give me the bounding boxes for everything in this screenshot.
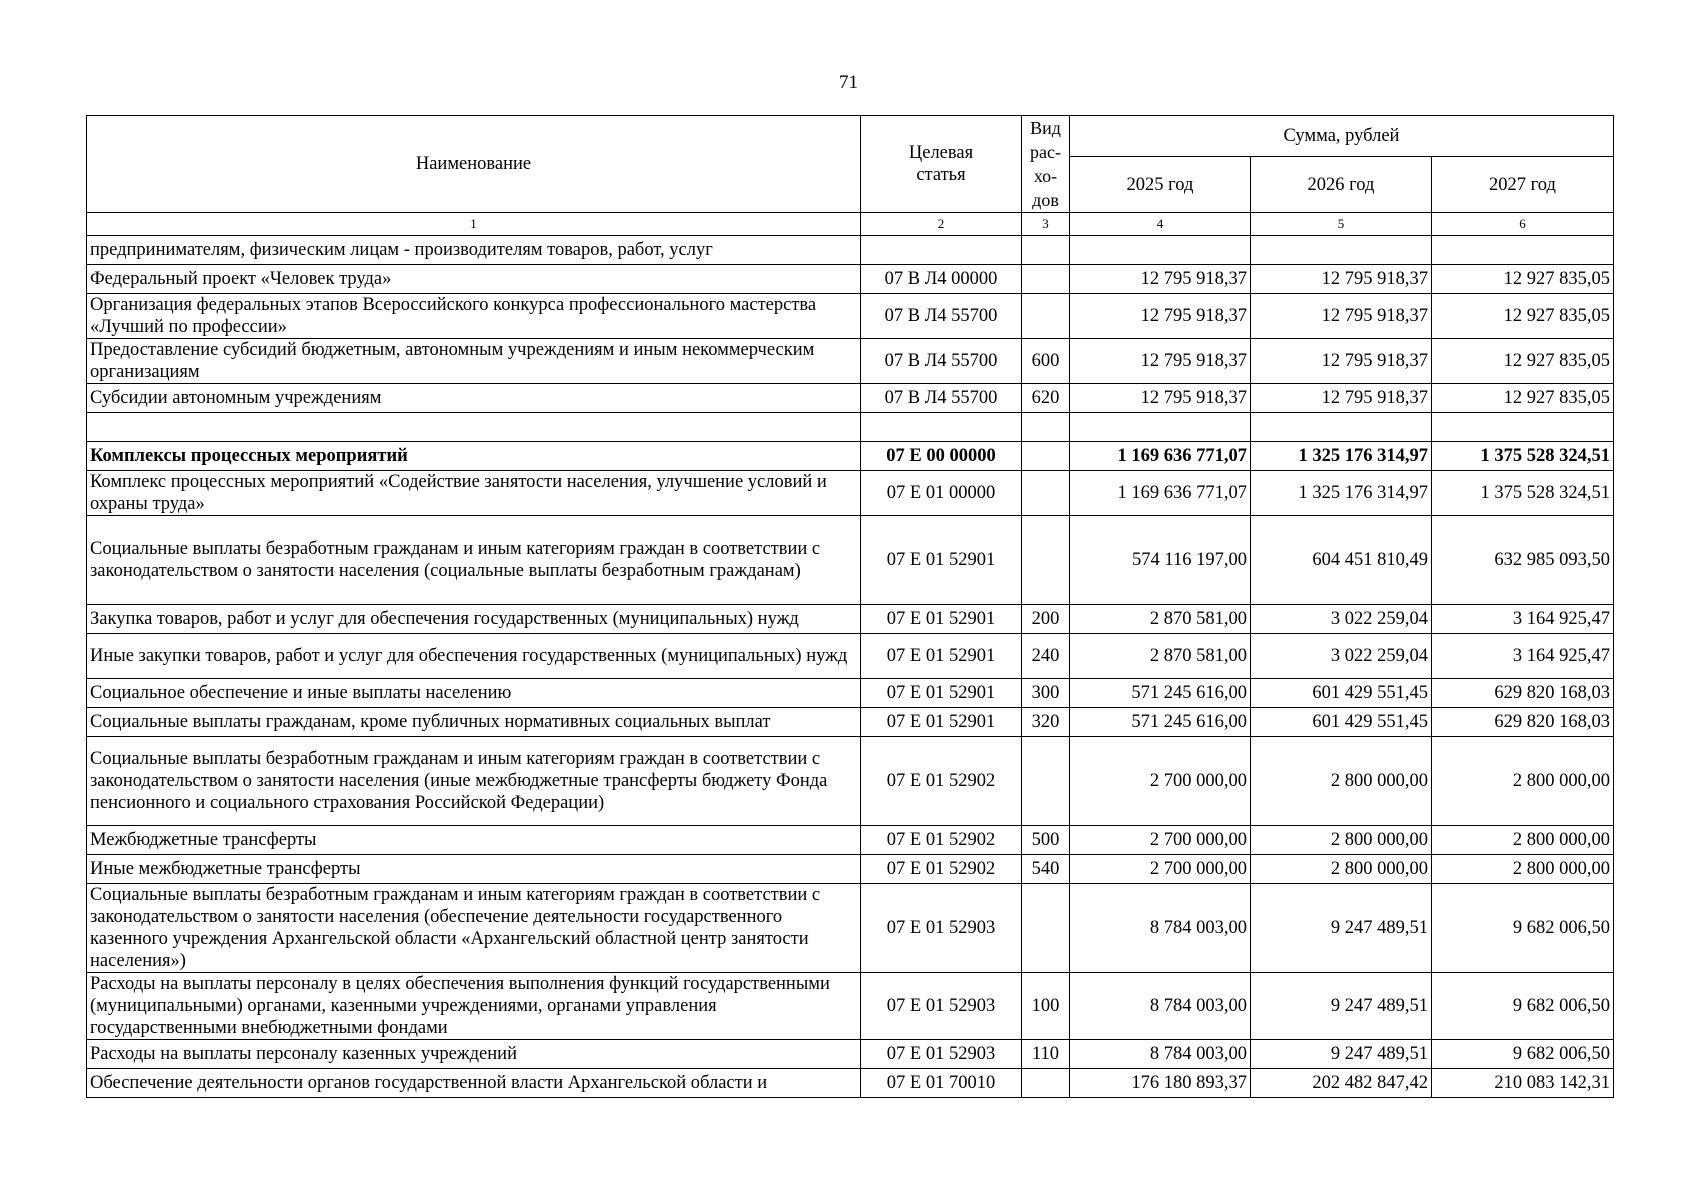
row-amount-2026: 604 451 810,49: [1251, 516, 1432, 605]
row-amount-2027: 210 083 142,31: [1432, 1069, 1614, 1098]
table-row: [87, 294, 1614, 339]
row-name: предпринимателям, физическим лицам - производителям товаров, работ, услуг: [87, 236, 861, 265]
table-row: [87, 884, 1614, 973]
row-amount-2027: 2 800 000,00: [1432, 737, 1614, 826]
row-name: Социальные выплаты гражданам, кроме публичных нормативных социальных выплат: [87, 708, 861, 737]
row-amount-2025: [1070, 413, 1251, 442]
row-amount-2026: 12 795 918,37: [1251, 294, 1432, 339]
row-amount-2025: 1 169 636 771,07: [1070, 471, 1251, 516]
row-name: Социальные выплаты безработным гражданам и иным категориям граждан в соответствии с законодательством о занятости населения (социальные выплаты безработным гражданам): [87, 516, 861, 605]
row-target-code: 07 В Л4 55700: [861, 384, 1022, 413]
row-target-code: 07 Е 01 52903: [861, 884, 1022, 973]
table-row: [87, 737, 1614, 826]
col-number-2: 2: [861, 213, 1022, 236]
row-name: Межбюджетные трансферты: [87, 826, 861, 855]
row-amount-2026: [1251, 236, 1432, 265]
row-amount-2025: 8 784 003,00: [1070, 973, 1251, 1040]
row-expense-kind: 200: [1022, 605, 1070, 634]
col-number-5: 5: [1251, 213, 1432, 236]
row-target-code: 07 Е 01 52901: [861, 679, 1022, 708]
row-amount-2026: 3 022 259,04: [1251, 634, 1432, 679]
row-amount-2027: 12 927 835,05: [1432, 339, 1614, 384]
header-kind-line-2: рас-: [1030, 142, 1061, 162]
row-name: Социальное обеспечение и иные выплаты населению: [87, 679, 861, 708]
row-target-code: 07 Е 01 52901: [861, 605, 1022, 634]
row-target-code: 07 Е 01 52902: [861, 826, 1022, 855]
header-kind: [1022, 116, 1070, 213]
row-name: Иные межбюджетные трансферты: [87, 855, 861, 884]
row-name: Комплекс процессных мероприятий «Содействие занятости населения, улучшение условий и охраны труда»: [87, 471, 861, 516]
row-amount-2027: 12 927 835,05: [1432, 294, 1614, 339]
row-amount-2025: 2 700 000,00: [1070, 855, 1251, 884]
row-amount-2026: 12 795 918,37: [1251, 384, 1432, 413]
row-amount-2027: 9 682 006,50: [1432, 1040, 1614, 1069]
row-target-code: 07 Е 00 00000: [861, 442, 1022, 471]
row-target-code: 07 Е 01 52901: [861, 634, 1022, 679]
row-target-code: 07 Е 01 70010: [861, 1069, 1022, 1098]
row-amount-2027: 1 375 528 324,51: [1432, 471, 1614, 516]
header-year-2027: 2027 год: [1432, 157, 1614, 213]
table-row: [87, 384, 1614, 413]
row-amount-2025: 571 245 616,00: [1070, 679, 1251, 708]
row-target-code: 07 Е 01 52901: [861, 708, 1022, 737]
row-amount-2025: 2 700 000,00: [1070, 826, 1251, 855]
table-body: [87, 236, 1614, 1098]
row-expense-kind: 300: [1022, 679, 1070, 708]
row-amount-2027: 12 927 835,05: [1432, 265, 1614, 294]
row-expense-kind: 100: [1022, 973, 1070, 1040]
row-expense-kind: [1022, 516, 1070, 605]
row-amount-2027: [1432, 236, 1614, 265]
row-amount-2026: 202 482 847,42: [1251, 1069, 1432, 1098]
row-amount-2025: [1070, 236, 1251, 265]
row-amount-2025: 574 116 197,00: [1070, 516, 1251, 605]
row-target-code: 07 В Л4 55700: [861, 294, 1022, 339]
row-amount-2026: 2 800 000,00: [1251, 855, 1432, 884]
row-amount-2025: 8 784 003,00: [1070, 884, 1251, 973]
page-number: 71: [839, 72, 858, 93]
row-amount-2025: 12 795 918,37: [1070, 384, 1251, 413]
col-number-6: 6: [1432, 213, 1614, 236]
row-amount-2025: 2 700 000,00: [1070, 737, 1251, 826]
table-row: [87, 236, 1614, 265]
row-amount-2027: [1432, 413, 1614, 442]
row-name: Комплексы процессных мероприятий: [87, 442, 861, 471]
row-amount-2026: 2 800 000,00: [1251, 826, 1432, 855]
row-target-code: [861, 236, 1022, 265]
row-name: [87, 413, 861, 442]
row-target-code: 07 Е 01 52902: [861, 855, 1022, 884]
row-expense-kind: 110: [1022, 1040, 1070, 1069]
row-amount-2025: 2 870 581,00: [1070, 605, 1251, 634]
row-amount-2027: 9 682 006,50: [1432, 884, 1614, 973]
row-name: Федеральный проект «Человек труда»: [87, 265, 861, 294]
table-row: [87, 265, 1614, 294]
row-amount-2025: 571 245 616,00: [1070, 708, 1251, 737]
row-amount-2025: 8 784 003,00: [1070, 1040, 1251, 1069]
row-expense-kind: [1022, 1069, 1070, 1098]
row-expense-kind: 600: [1022, 339, 1070, 384]
row-target-code: 07 В Л4 55700: [861, 339, 1022, 384]
table-row: [87, 826, 1614, 855]
header-kind-line-3: хо-: [1033, 166, 1058, 186]
row-expense-kind: 240: [1022, 634, 1070, 679]
header-code: [861, 116, 1022, 213]
row-name: Расходы на выплаты персоналу в целях обеспечения выполнения функций государственными (муниципальными) органами, казенными учреждениями, органами управления государственными внебюджетными фондами: [87, 973, 861, 1040]
row-amount-2025: 176 180 893,37: [1070, 1069, 1251, 1098]
row-amount-2025: 12 795 918,37: [1070, 339, 1251, 384]
row-amount-2026: 12 795 918,37: [1251, 265, 1432, 294]
table-row: [87, 516, 1614, 605]
row-name: Социальные выплаты безработным гражданам и иным категориям граждан в соответствии с законодательством о занятости населения (иные межбюджетные трансферты бюджету Фонда пенсионного и социального страхования Российской Федерации): [87, 737, 861, 826]
row-amount-2026: 2 800 000,00: [1251, 737, 1432, 826]
row-expense-kind: 620: [1022, 384, 1070, 413]
row-amount-2026: 9 247 489,51: [1251, 973, 1432, 1040]
row-amount-2027: 2 800 000,00: [1432, 855, 1614, 884]
header-name: Наименование: [87, 116, 861, 213]
col-number-1: 1: [87, 213, 861, 236]
row-expense-kind: 320: [1022, 708, 1070, 737]
table-row: [87, 634, 1614, 679]
row-target-code: 07 Е 01 52902: [861, 737, 1022, 826]
header-year-2025: 2025 год: [1070, 157, 1251, 213]
budget-table: [86, 115, 1614, 1098]
row-expense-kind: [1022, 265, 1070, 294]
row-amount-2027: 3 164 925,47: [1432, 634, 1614, 679]
row-amount-2026: 9 247 489,51: [1251, 884, 1432, 973]
row-target-code: 07 Е 01 52903: [861, 973, 1022, 1040]
table-row: [87, 973, 1614, 1040]
col-number-4: 4: [1070, 213, 1251, 236]
row-name: Социальные выплаты безработным гражданам и иным категориям граждан в соответствии с законодательством о занятости населения (обеспечение деятельности государственного казенного учреждения Архангельской области «Архангельский областной центр занятости населения»): [87, 884, 861, 973]
header-kind-line-4: дов: [1032, 190, 1059, 210]
row-amount-2026: 1 325 176 314,97: [1251, 471, 1432, 516]
row-amount-2027: 9 682 006,50: [1432, 973, 1614, 1040]
row-expense-kind: [1022, 471, 1070, 516]
row-amount-2027: 2 800 000,00: [1432, 826, 1614, 855]
row-amount-2025: 12 795 918,37: [1070, 265, 1251, 294]
row-expense-kind: [1022, 884, 1070, 973]
row-name: Закупка товаров, работ и услуг для обеспечения государственных (муниципальных) нужд: [87, 605, 861, 634]
header-year-2026: 2026 год: [1251, 157, 1432, 213]
row-expense-kind: 540: [1022, 855, 1070, 884]
table-row: [87, 442, 1614, 471]
row-name: Обеспечение деятельности органов государственной власти Архангельской области и: [87, 1069, 861, 1098]
table-row: [87, 339, 1614, 384]
row-amount-2026: 12 795 918,37: [1251, 339, 1432, 384]
row-target-code: [861, 413, 1022, 442]
row-amount-2027: 3 164 925,47: [1432, 605, 1614, 634]
row-expense-kind: [1022, 442, 1070, 471]
row-expense-kind: [1022, 294, 1070, 339]
header-code-line-1: Целевая: [908, 143, 974, 163]
row-target-code: 07 Е 01 00000: [861, 471, 1022, 516]
row-name: Субсидии автономным учреждениям: [87, 384, 861, 413]
row-amount-2026: [1251, 413, 1432, 442]
row-amount-2026: 601 429 551,45: [1251, 679, 1432, 708]
table-row: [87, 855, 1614, 884]
row-name: Организация федеральных этапов Всероссийского конкурса профессионального мастерства «Лучший по профессии»: [87, 294, 861, 339]
header-code-line-2: статья: [916, 165, 966, 185]
row-amount-2027: 632 985 093,50: [1432, 516, 1614, 605]
row-name: Расходы на выплаты персоналу казенных учреждений: [87, 1040, 861, 1069]
row-amount-2027: 12 927 835,05: [1432, 384, 1614, 413]
row-amount-2026: 1 325 176 314,97: [1251, 442, 1432, 471]
row-target-code: 07 Е 01 52901: [861, 516, 1022, 605]
row-amount-2027: 629 820 168,03: [1432, 679, 1614, 708]
row-amount-2027: 629 820 168,03: [1432, 708, 1614, 737]
table-row: [87, 1069, 1614, 1098]
table-row: [87, 708, 1614, 737]
table-row: [87, 413, 1614, 442]
header-sum: Сумма, рублей: [1070, 116, 1614, 157]
row-expense-kind: [1022, 737, 1070, 826]
table-row: [87, 1040, 1614, 1069]
col-number-3: 3: [1022, 213, 1070, 236]
row-amount-2026: 9 247 489,51: [1251, 1040, 1432, 1069]
row-target-code: 07 Е 01 52903: [861, 1040, 1022, 1069]
row-amount-2025: 12 795 918,37: [1070, 294, 1251, 339]
row-amount-2026: 3 022 259,04: [1251, 605, 1432, 634]
row-expense-kind: [1022, 236, 1070, 265]
row-target-code: 07 В Л4 00000: [861, 265, 1022, 294]
row-amount-2025: 1 169 636 771,07: [1070, 442, 1251, 471]
row-amount-2026: 601 429 551,45: [1251, 708, 1432, 737]
table-row: [87, 471, 1614, 516]
row-name: Иные закупки товаров, работ и услуг для обеспечения государственных (муниципальных) нужд: [87, 634, 861, 679]
header-kind-line-1: Вид: [1030, 118, 1061, 138]
row-expense-kind: [1022, 413, 1070, 442]
row-expense-kind: 500: [1022, 826, 1070, 855]
table-row: [87, 679, 1614, 708]
row-amount-2027: 1 375 528 324,51: [1432, 442, 1614, 471]
table-row: [87, 605, 1614, 634]
row-name: Предоставление субсидий бюджетным, автономным учреждениям и иным некоммерческим организациям: [87, 339, 861, 384]
row-amount-2025: 2 870 581,00: [1070, 634, 1251, 679]
